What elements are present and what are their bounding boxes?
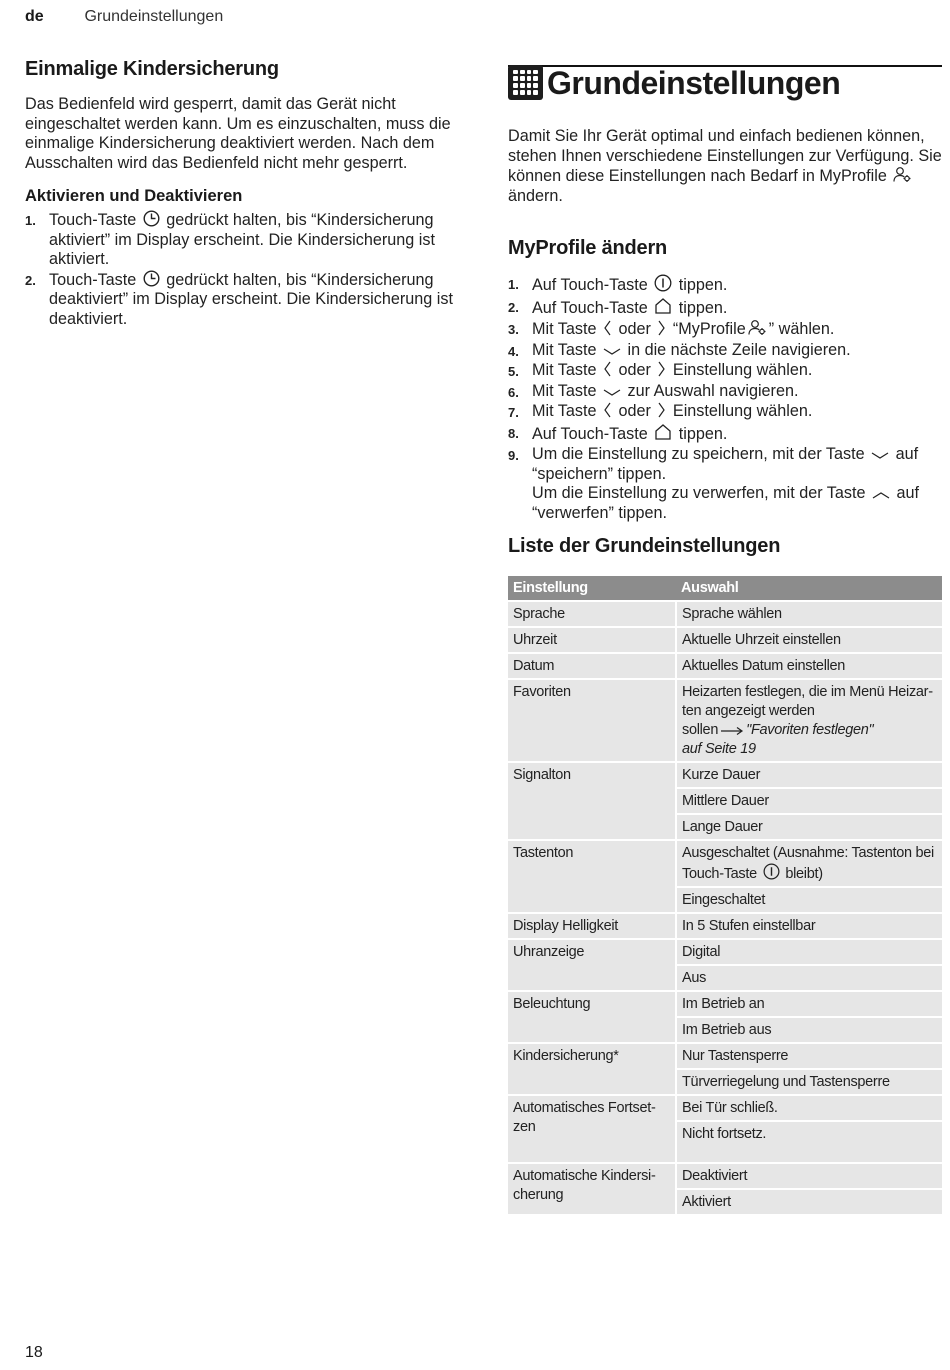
- activate-subheading: Aktivieren und Deaktivieren: [25, 187, 243, 205]
- table-row: Beleuchtung Im Betrieb an: [508, 991, 942, 1017]
- left-column: [25, 58, 465, 329]
- page-header: [25, 8, 223, 26]
- chevron-left-icon: [603, 361, 612, 377]
- myprofile-steps: [508, 274, 942, 523]
- child-lock-intro: Das Bedienfeld wird gesperrt, damit das Gerät nicht eingeschaltet werden kann. Um es einzuschalten, muss die einmalige Kindersicherung deaktiviert werden. Nach dem Ausschalten wird das Bedienfeld nicht mehr gesperrt.: [25, 95, 451, 172]
- chevron-down-icon: [603, 347, 621, 357]
- column-header: Einstellung: [508, 576, 676, 601]
- table-row: Lange Dauer: [508, 814, 942, 840]
- table-row: Mittlere Dauer: [508, 788, 942, 814]
- myprofile-title: MyProfile ändern: [508, 237, 668, 259]
- profile-icon: [748, 319, 767, 336]
- table-row: Sprache Sprache wählen: [508, 601, 942, 627]
- list-item: 1. Touch-Taste gedrückt halten, bis “Kindersicherung aktiviert” im Display erscheint. Die Kindersicherung ist aktiviert.: [25, 211, 435, 268]
- list-item: 3. Mit Taste oder “MyProfile ” wählen.: [508, 320, 835, 338]
- clock-icon: [143, 210, 160, 227]
- chevron-left-icon: [603, 320, 612, 336]
- column-header: Auswahl: [676, 576, 942, 601]
- list-item: 9. Um die Einstellung zu speichern, mit der Taste auf “speichern” tippen. Um die Einstellung zu verwerfen, mit der Taste auf “verwerfen” tippen.: [508, 445, 920, 522]
- grid-icon: [508, 65, 543, 100]
- right-column: [508, 58, 942, 557]
- table-row: Kindersicherung* Nur Tastensperre: [508, 1043, 942, 1069]
- list-item: 5. Mit Taste oder Einstellung wählen.: [508, 361, 813, 379]
- settings-intro: Damit Sie Ihr Gerät optimal und einfach bedienen können, stehen Ihnen verschiedene Einstellungen zur Verfügung. Sie können diese Einstellungen nach Bedarf in MyProfile ändern.: [508, 127, 942, 205]
- clock-icon: [143, 270, 160, 287]
- list-item: 6. Mit Taste zur Auswahl navigieren.: [508, 381, 799, 400]
- arrow-right-icon: [720, 726, 744, 736]
- table-row: Tastenton Ausgeschaltet (Ausnahme: Tastenton bei Touch-Taste bleibt): [508, 840, 942, 887]
- table-row: Uhrzeit Aktuelle Uhrzeit einstellen: [508, 627, 942, 653]
- page-title: Grundeinstellungen: [547, 64, 841, 101]
- page-number: 18: [25, 1344, 43, 1361]
- list-item: 7. Mit Taste oder Einstellung wählen.: [508, 402, 813, 420]
- home-icon: [654, 423, 672, 441]
- table-row: Aus: [508, 965, 942, 991]
- table-row: Favoriten Heizarten festlegen, die im Menü Heizar- ten angezeigt werden sollen "Favoriten festlegen" auf Seite 19: [508, 679, 942, 762]
- table-row: Automatisches Fortset- zen Bei Tür schließ.: [508, 1095, 942, 1121]
- table-header-row: [508, 576, 942, 601]
- chevron-right-icon: [657, 361, 666, 377]
- table-row: Automatische Kindersi- cherung Deaktiviert: [508, 1163, 942, 1189]
- chevron-down-icon: [603, 388, 621, 398]
- section-name: Grundeinstellungen: [84, 8, 224, 25]
- chevron-up-icon: [872, 490, 890, 500]
- profile-icon: [893, 166, 912, 183]
- chevron-left-icon: [603, 402, 612, 418]
- chevron-right-icon: [657, 320, 666, 336]
- list-item: 4. Mit Taste in die nächste Zeile navigieren.: [508, 340, 851, 359]
- list-item: 1. Auf Touch-Taste tippen.: [508, 276, 728, 294]
- list-item: 2. Touch-Taste gedrückt halten, bis “Kindersicherung deaktiviert” im Display erscheint. Die Kindersicherung ist deaktiviert.: [25, 270, 453, 328]
- table-row: Im Betrieb aus: [508, 1017, 942, 1043]
- info-icon: [763, 863, 780, 880]
- language-code: de: [25, 8, 44, 25]
- list-item: 2. Auf Touch-Taste tippen.: [508, 298, 728, 317]
- child-lock-title: Einmalige Kindersicherung: [25, 58, 279, 80]
- settings-list-title: Liste der Grundeinstellungen: [508, 535, 781, 557]
- home-icon: [654, 297, 672, 315]
- table-row: Eingeschaltet: [508, 887, 942, 913]
- chevron-down-icon: [871, 451, 889, 461]
- list-item: 8. Auf Touch-Taste tippen.: [508, 424, 728, 443]
- chevron-right-icon: [657, 402, 666, 418]
- table-row: Nicht fortsetz.: [508, 1121, 942, 1163]
- table-row: Signalton Kurze Dauer: [508, 762, 942, 788]
- child-lock-steps: [25, 210, 465, 329]
- table-row: Display Helligkeit In 5 Stufen einstellbar: [508, 913, 942, 939]
- table-row: Türverriegelung und Tastensperre: [508, 1069, 942, 1095]
- table-row: Aktiviert: [508, 1189, 942, 1215]
- table-row: Datum Aktuelles Datum einstellen: [508, 653, 942, 679]
- info-icon: [654, 274, 672, 292]
- settings-table: [508, 576, 942, 1216]
- main-title-bar: [508, 65, 942, 101]
- table-row: Uhranzeige Digital: [508, 939, 942, 965]
